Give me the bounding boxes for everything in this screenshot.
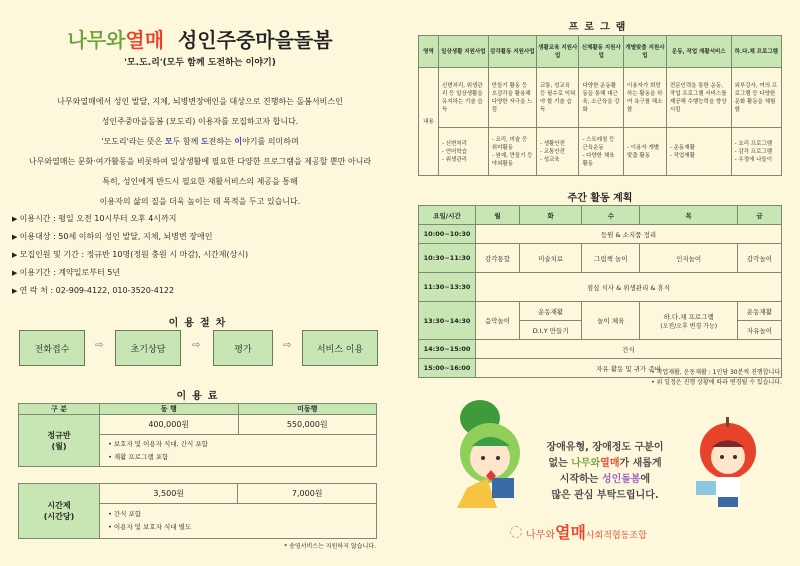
t: '모도리'라는 뜻은 [101,137,165,146]
content-label: 내용 [419,68,439,176]
items [624,128,667,176]
program-table [418,35,782,176]
t: 두 함께 [172,137,201,146]
desc: 이용자가 희망하는 활동을 하여 욕구를 해소함 [624,68,667,128]
i: - 원예, 만들기 등 야외활동 [491,152,533,167]
weekly-table [418,205,782,378]
note: • 작업재활, 운동재활 : 1인당 30분씩 진행합니다. [651,369,782,376]
header: 미동행 [238,404,377,415]
note: • 보호자 및 이용자 식대, 간식 포함 [108,439,208,448]
cell: 그림책 놀이 [582,244,640,273]
fee-table-regular [18,403,377,467]
cta-line: 장애유형, 장애정도 구분이 [546,442,664,453]
time: 10:30~11:30 [419,244,476,273]
price: 550,000원 [238,415,377,435]
header: 화 [520,206,582,225]
i: - 운동재활 [669,144,695,151]
t: 성인돌봄 [601,474,641,485]
cell: 등원 & 소지품 정리 [476,225,782,244]
cell: 인지놀이 [640,244,738,273]
desc: 만들기 활동 등 오감각을 활용해 다양한 자극을 느낌 [488,68,536,128]
items [536,128,578,176]
t: 시작하는 [559,474,602,485]
time: 13:30~14:30 [419,302,476,340]
notes [100,435,377,467]
cell: 자유 활동 및 귀가 준비 [476,359,782,378]
fee-title: 이용료 [176,391,224,402]
cell: 점심 식사 & 위생관리 & 휴식 [476,273,782,302]
price: 400,000원 [100,415,239,435]
cta-line [520,472,690,488]
arrow-icon: ⇨ [192,340,201,351]
i: - 위생관리 [442,156,467,163]
intro-line: 나무와열매는 문화·여가활동을 비롯하여 일상생활에 필요한 다양한 프로그램을 제공할 뿐만 아니라 [28,157,372,166]
i: - 다양한 체육 활동 [582,152,615,167]
cell: 운동재활 [737,302,781,321]
note: • 재활 프로그램 포함 [108,452,169,461]
note: • 이용자 및 보호자 식대 별도 [108,523,192,531]
logo-text: 열매 [554,523,586,542]
i: - 생활안전 [539,140,565,147]
t: 없는 [548,458,572,469]
fee-footnote: * 송영서비스는 지원하지 않습니다. [284,543,376,550]
apple-character-illustration [688,415,758,510]
hourly-label [19,484,100,539]
regular-label [19,415,100,467]
brand-green: 나무와 [67,28,126,52]
cell: D.I.Y 만들기 [520,321,582,340]
items [579,128,624,176]
intro-text [0,92,400,212]
weekly-notes [651,368,782,388]
cell: 감각놀이 [737,244,781,273]
desc: 외부강사, 여의 프로그램 등 다양한 문화 활동을 체험함 [731,68,781,128]
cta-message [520,440,690,504]
arrow-icon: ⇨ [95,340,104,351]
cell: 감각통합 [476,244,520,273]
desc: 전문인력을 통한 운동, 작업 프로그램 서비스를 제공해 수행능력을 향상시킴 [666,68,731,128]
i: - 교통안전 [539,148,565,155]
title-text: 성인주중마을돌봄 [177,28,333,52]
t: 야기를 의미하며 [242,137,299,146]
info-item: ▶ 이용시간 : 평일 오전 10시부터 오후 4시까지 [12,210,248,228]
subtitle: '모.도.리'(모두 함께 도전하는 이야기) [124,58,276,68]
weekly-title: 주간 활동 계획 [567,193,633,204]
logo-text: 나무와 [526,530,555,541]
info-list [12,210,248,300]
program-title: 프로그램 [568,22,632,33]
header: 수 [582,206,640,225]
header: 일상생활 지원사업 [439,36,489,68]
note: • 간식 포함 [108,510,142,518]
time: 10:00~10:30 [419,225,476,244]
procedure-title: 이용절차 [168,318,232,329]
hl: 이 [234,137,243,146]
info-item: ▶ 이용대상 : 50세 이하의 성인 발달, 지체, 뇌병변 장애인 [12,228,248,246]
header: 월 [476,206,520,225]
l: 시간제 [47,501,71,510]
header: 목 [640,206,738,225]
header: 신체활동 지원사업 [579,36,624,68]
header: 금 [737,206,781,225]
cell: 미술치료 [520,244,582,273]
fee-table-hourly [18,483,377,539]
desc: 교통, 성교육 등 필수로 익혀야 할 기술 습득 [536,68,578,128]
t: 가 새롭게 [619,458,662,469]
time: 15:00~16:00 [419,359,476,378]
notes [100,504,377,539]
t: 하.다.채 프로그램 [663,312,714,321]
i: - 언어학습 [442,148,467,155]
t: 에 [640,474,651,485]
time: 14:30~15:00 [419,340,476,359]
header: 개별맞춤 지원사업 [624,36,667,68]
step-1: 전화접수 [19,330,85,366]
l: (월) [51,441,67,451]
header: 감각활동 지원사업 [488,36,536,68]
items [731,128,781,176]
cell [640,302,738,340]
price: 3,500원 [100,484,238,504]
i: - 성교육 [539,156,560,163]
header: 동 행 [100,404,239,415]
items [488,128,536,176]
cta-line: 많은 관심 부탁드립니다. [551,490,659,501]
logo-circle-icon [510,526,522,538]
header: 요일/시간 [419,206,476,225]
intro-line: 이용자의 삶의 질을 더욱 높이는 데 목적을 두고 있습니다. [99,197,301,206]
time: 11:30~13:30 [419,273,476,302]
note: • 위 일정은 진행 상황에 따라 변경될 수 있습니다. [651,379,782,386]
i: - 감각 프로그램 [734,148,773,155]
i: - 작업재활 [669,152,695,159]
hl: 도 [200,137,209,146]
logo-text: 사회적협동조합 [585,531,647,541]
t: 나무와 [571,458,601,469]
cell: 놀이 체육 [582,302,640,340]
l: 정규반 [47,430,71,440]
i: - 신변처리 [442,140,467,147]
step-4: 서비스 이용 [302,330,378,366]
header: 구 분 [19,404,100,415]
intro-line [0,132,400,152]
cell: 자유놀이 [737,321,781,340]
cell: 음악놀이 [476,302,520,340]
intro-line: 나무와열매에서 성인 발달, 지체, 뇌병변장애인을 대상으로 진행하는 돌봄서비스인 [57,97,343,106]
page-title [0,24,400,53]
organization-logo [510,520,647,543]
desc: 신변처리, 위생관리 등 일상생활을 유지하는 기술 습득 [439,68,489,128]
header: 영역 [419,36,439,68]
i: - 요리, 미술 등 취미활동 [491,136,528,151]
l: (시간당) [43,512,75,521]
t: 전하는 [208,137,235,146]
intro-line: 성인주중마을돌봄 (모도리) 이용자를 모집하고자 합니다. [101,117,299,126]
info-item: ▶ 모집인원 및 기간 : 정규반 10명(정원 충원 시 마감), 시간제(상시) [12,246,248,264]
i: - 우정에 나들이 [734,156,773,163]
cell: 운동재활 [520,302,582,321]
header: 운동, 작업 재활서비스 [666,36,731,68]
cta-line [520,456,690,472]
hl: 모 [164,137,173,146]
desc: 다양한 운동활동을 통해 대근육, 소근육을 강화 [579,68,624,128]
cell: 간식 [476,340,782,359]
brand-red: 열매 [125,28,165,52]
i: - 스트레칭 등 근육운동 [582,136,615,151]
i: - 요리 프로그램 [734,140,773,147]
info-item: ▶ 이용기간 : 계약일로부터 5년 [12,264,248,282]
items [666,128,731,176]
t: (오전/오후 변경 가능) [660,322,718,330]
i: - 이용자 개별 맞춤 활동 [627,144,660,159]
items [439,128,489,176]
step-3: 평가 [213,330,273,366]
arrow-icon: ⇨ [283,340,292,351]
t: 열매 [600,458,620,469]
price: 7,000원 [238,484,377,504]
header: 하.다.채 프로그램 [731,36,781,68]
header: 생활교육 지원사업 [536,36,578,68]
intro-line: 특히, 성인에게 반드시 필요한 재활서비스의 제공을 통해 [102,177,298,186]
step-2: 초기상담 [115,330,181,366]
info-item: ▶ 연 락 처 : 02-909-4122, 010-3520-4122 [12,282,248,300]
